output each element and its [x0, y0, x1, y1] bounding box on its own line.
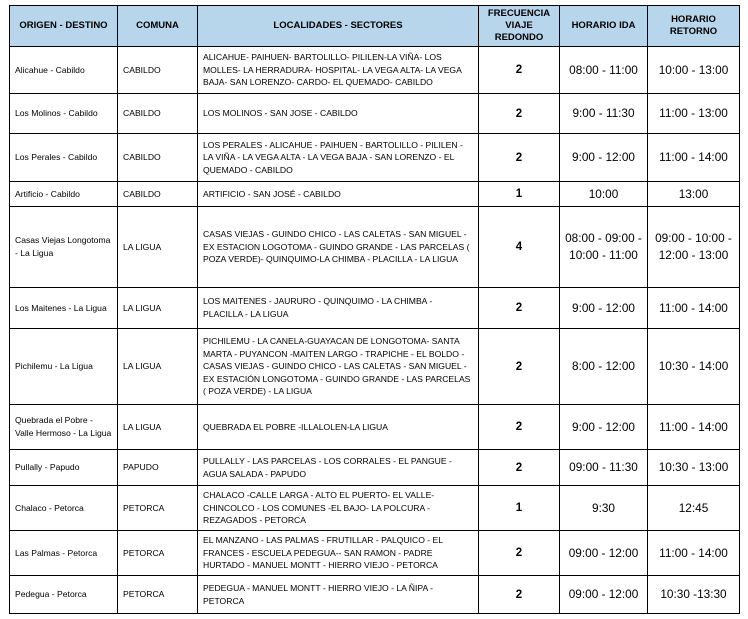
- cell-localidades: CASAS VIEJAS - GUINDO CHICO - LAS CALETAS - SAN MIGUEL - EX ESTACION LOGOTOMA - GUINDO GRANDE - LAS PARCELAS ( POZA VERDE)- QUINQUIMO-LA CHIMBA - PLACILLA - LA LIGUA: [198, 207, 479, 288]
- cell-retorno: 11:00 - 14:00: [648, 288, 740, 329]
- cell-origen: Los Perales - Cabildo: [10, 134, 118, 182]
- cell-comuna: LA LIGUA: [118, 207, 198, 288]
- cell-frecuencia: 2: [479, 47, 560, 94]
- cell-origen: Artificio - Cabildo: [10, 182, 118, 207]
- cell-comuna: CABILDO: [118, 94, 198, 134]
- cell-frecuencia: 2: [479, 576, 560, 614]
- cell-comuna: PETORCA: [118, 486, 198, 531]
- header-retorno: HORARIO RETORNO: [648, 6, 740, 47]
- cell-comuna: PETORCA: [118, 576, 198, 614]
- cell-frecuencia: 2: [479, 531, 560, 576]
- cell-retorno: 10:30 - 14:00: [648, 329, 740, 405]
- cell-ida: 09:00 - 12:00: [560, 531, 648, 576]
- cell-frecuencia: 4: [479, 207, 560, 288]
- cell-retorno: 11:00 - 14:00: [648, 531, 740, 576]
- cell-ida: 8:00 - 12:00: [560, 329, 648, 405]
- header-ida: HORARIO IDA: [560, 6, 648, 47]
- table-row: [10, 288, 740, 329]
- cell-origen: Pullally - Papudo: [10, 450, 118, 486]
- header-origen: ORIGEN - DESTINO: [10, 6, 118, 47]
- table-row: [10, 94, 740, 134]
- cell-ida: 08:00 - 11:00: [560, 47, 648, 94]
- cell-frecuencia: 1: [479, 486, 560, 531]
- cell-localidades: ARTIFICIO - SAN JOSÉ - CABILDO: [198, 182, 479, 207]
- table-row: [10, 405, 740, 450]
- cell-frecuencia: 2: [479, 329, 560, 405]
- header-frecuencia: FRECUENCIA VIAJE REDONDO: [479, 6, 560, 47]
- cell-comuna: LA LIGUA: [118, 405, 198, 450]
- cell-retorno: 09:00 - 10:00 - 12:00 - 13:00: [648, 207, 740, 288]
- cell-origen: Chalaco - Petorca: [10, 486, 118, 531]
- cell-comuna: LA LIGUA: [118, 329, 198, 405]
- header-localidades: LOCALIDADES - SECTORES: [198, 6, 479, 47]
- cell-retorno: 10:30 -13:30: [648, 576, 740, 614]
- cell-localidades: LOS MOLINOS - SAN JOSE - CABILDO: [198, 94, 479, 134]
- cell-retorno: 13:00: [648, 182, 740, 207]
- cell-frecuencia: 2: [479, 288, 560, 329]
- table-row: [10, 576, 740, 614]
- cell-comuna: CABILDO: [118, 134, 198, 182]
- cell-ida: 09:00 - 12:00: [560, 576, 648, 614]
- routes-table: [9, 5, 740, 614]
- cell-origen: Los Molinos - Cabildo: [10, 94, 118, 134]
- cell-origen: Alicahue - Cabildo: [10, 47, 118, 94]
- cell-origen: Las Palmas - Petorca: [10, 531, 118, 576]
- cell-ida: 9:00 - 12:00: [560, 134, 648, 182]
- cell-ida: 9:30: [560, 486, 648, 531]
- cell-frecuencia: 2: [479, 450, 560, 486]
- cell-comuna: CABILDO: [118, 47, 198, 94]
- cell-ida: 09:00 - 11:30: [560, 450, 648, 486]
- cell-frecuencia: 2: [479, 94, 560, 134]
- cell-ida: 9:00 - 12:00: [560, 405, 648, 450]
- table-row: [10, 182, 740, 207]
- cell-ida: 9:00 - 11:30: [560, 94, 648, 134]
- cell-comuna: PAPUDO: [118, 450, 198, 486]
- cell-localidades: LOS PERALES - ALICAHUE - PAIHUEN - BARTOLILLO - PILILEN - LA VIÑA - LA VEGA ALTA - LA VEGA BAJA - SAN LORENZO - EL QUEMADO - CABILDO: [198, 134, 479, 182]
- cell-retorno: 11:00 - 14:00: [648, 134, 740, 182]
- cell-ida: 10:00: [560, 182, 648, 207]
- table-row: [10, 134, 740, 182]
- table-row: [10, 486, 740, 531]
- table-row: [10, 450, 740, 486]
- cell-retorno: 10:00 - 13:00: [648, 47, 740, 94]
- cell-retorno: 12:45: [648, 486, 740, 531]
- table-row: [10, 47, 740, 94]
- cell-comuna: CABILDO: [118, 182, 198, 207]
- cell-retorno: 11:00 - 13:00: [648, 94, 740, 134]
- cell-comuna: PETORCA: [118, 531, 198, 576]
- cell-origen: Los Maitenes - La Ligua: [10, 288, 118, 329]
- cell-localidades: ALICAHUE- PAIHUEN- BARTOLILLO- PILILEN-LA VIÑA- LOS MOLLES- LA HERRADURA- HOSPITAL- LA VEGA ALTA- LA VEGA BAJA- SAN LORENZO- CARDO- EL QUEMADO- CABILDO: [198, 47, 479, 94]
- cell-frecuencia: 2: [479, 134, 560, 182]
- cell-localidades: PEDEGUA - MANUEL MONTT - HIERRO VIEJO - LA ÑIPA - PETORCA: [198, 576, 479, 614]
- cell-ida: 9:00 - 12:00: [560, 288, 648, 329]
- table-row: [10, 329, 740, 405]
- cell-localidades: PULLALLY - LAS PARCELAS - LOS CORRALES - EL PANGUE - AGUA SALADA - PAPUDO: [198, 450, 479, 486]
- cell-origen: Casas Viejas Longotoma - La Ligua: [10, 207, 118, 288]
- table-row: [10, 207, 740, 288]
- cell-localidades: QUEBRADA EL POBRE -ILLALOLEN-LA LIGUA: [198, 405, 479, 450]
- cell-origen: Quebrada el Pobre - Valle Hermoso - La Ligua: [10, 405, 118, 450]
- cell-origen: Pedegua - Petorca: [10, 576, 118, 614]
- cell-ida: 08:00 - 09:00 - 10:00 - 11:00: [560, 207, 648, 288]
- cell-localidades: EL MANZANO - LAS PALMAS - FRUTILLAR - PALQUICO - EL FRANCES - ESCUELA PEDEGUA-- SAN RAMON - PADRE HURTADO - MANUEL MONTT - HIERRO VIEJO - PETORCA: [198, 531, 479, 576]
- cell-comuna: LA LIGUA: [118, 288, 198, 329]
- cell-frecuencia: 2: [479, 405, 560, 450]
- cell-retorno: 11:00 - 14:00: [648, 405, 740, 450]
- cell-localidades: LOS MAITENES - JAURURO - QUINQUIMO - LA CHIMBA - PLACILLA - LA LIGUA: [198, 288, 479, 329]
- cell-retorno: 10:30 - 13:00: [648, 450, 740, 486]
- cell-frecuencia: 1: [479, 182, 560, 207]
- cell-localidades: PICHILEMU - LA CANELA-GUAYACAN DE LONGOTOMA- SANTA MARTA - PUYANCON -MAITEN LARGO - TRAPICHE - EL BOLDO - CASAS VIEJAS - GUINDO CHICO - LAS CALETAS - SAN MIGUEL - EX ESTACIÓN LONGOTOMA - GUINDO GRANDE - LAS PARCELAS ( POZA VERDE) - LA LIGUA: [198, 329, 479, 405]
- header-comuna: COMUNA: [118, 6, 198, 47]
- header-row: [10, 6, 740, 47]
- cell-localidades: CHALACO -CALLE LARGA - ALTO EL PUERTO- EL VALLE-CHINCOLCO - LOS COMUNES -EL BAJO- LA POLCURA - REZAGADOS - PETORCA: [198, 486, 479, 531]
- table-row: [10, 531, 740, 576]
- cell-origen: Pichilemu - La Ligua: [10, 329, 118, 405]
